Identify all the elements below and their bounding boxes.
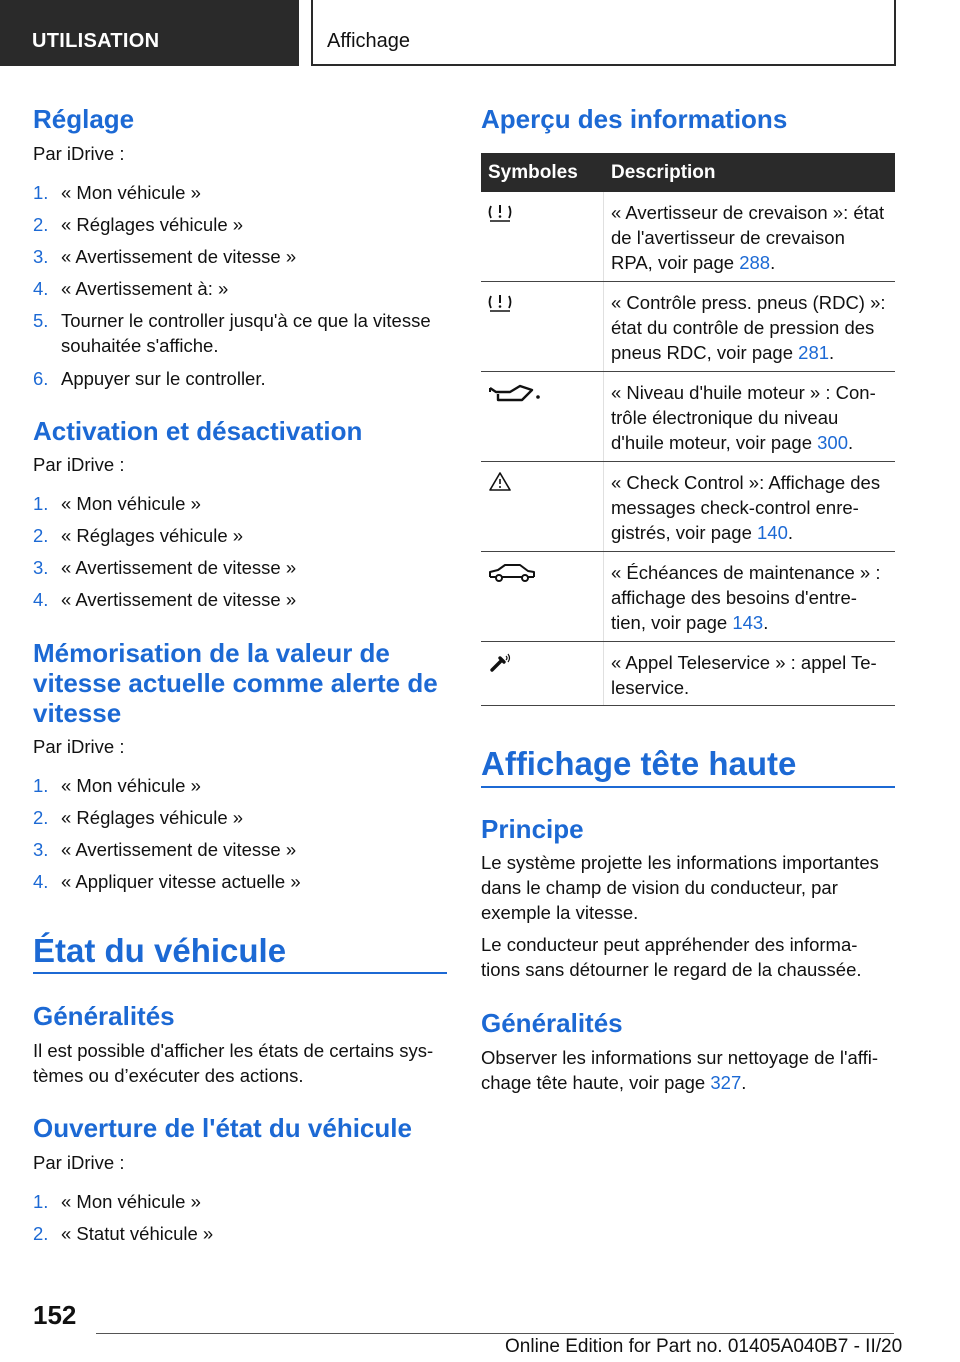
table-row: « Contrôle press. pneus (RDC) »: état du contrôle de pression des pneus RDC, voir page 281. bbox=[611, 292, 886, 363]
generalites-line: tèmes ou d’exécuter des actions. bbox=[33, 1065, 304, 1086]
car-service-icon bbox=[488, 560, 548, 590]
footer-edition: Online Edition for Part no. 01405A040B7 - II/20 bbox=[505, 1336, 903, 1357]
column-header-symbols: Symboles bbox=[488, 162, 578, 183]
activation-intro: Par iDrive : bbox=[33, 454, 125, 475]
column-divider bbox=[603, 192, 604, 706]
page-link[interactable]: 300 bbox=[817, 432, 849, 453]
row-divider bbox=[481, 371, 895, 372]
principe-line: Le système projette les informations importantes bbox=[481, 852, 879, 873]
memorisation-intro: Par iDrive : bbox=[33, 736, 125, 757]
ouverture-intro: Par iDrive : bbox=[33, 1152, 125, 1173]
chapter-title: Affichage bbox=[327, 30, 411, 52]
table-row: « Check Control »: Affichage des messages check-control enre- gistrés, voir page 140. bbox=[611, 472, 881, 543]
principe-line: dans le champ de vision du conducteur, par bbox=[481, 877, 838, 898]
table-row: « Échéances de maintenance » : affichage des besoins d'entre- tien, voir page 143. bbox=[611, 562, 881, 633]
footer-rule bbox=[96, 1333, 894, 1334]
page-link[interactable]: 281 bbox=[798, 342, 830, 363]
chapter-tab bbox=[311, 0, 896, 66]
heading-principe: Principe bbox=[481, 814, 584, 844]
row-divider bbox=[481, 281, 895, 282]
warning-triangle-icon bbox=[488, 470, 548, 500]
principe-line: tions sans détourner le regard de la chaussée. bbox=[481, 959, 862, 980]
table-row: « Avertisseur de crevaison »: état de l'avertisseur de crevaison RPA, voir page 288. bbox=[611, 202, 885, 273]
engine-oil-icon bbox=[488, 382, 548, 412]
heading-memorisation-3: vitesse bbox=[33, 698, 122, 728]
row-divider bbox=[481, 705, 895, 706]
heading-rule bbox=[33, 972, 447, 974]
generalites-hud-line: chage tête haute, voir page 327. bbox=[481, 1072, 747, 1093]
reglage-intro: Par iDrive : bbox=[33, 143, 125, 164]
heading-reglage: Réglage bbox=[33, 104, 135, 134]
heading-ouverture: Ouverture de l'état du véhicule bbox=[33, 1113, 412, 1143]
heading-memorisation-2: vitesse actuelle comme alerte de bbox=[33, 668, 438, 698]
heading-affichage-tete-haute: Affichage tête haute bbox=[481, 745, 797, 782]
heading-generalites: Généralités bbox=[33, 1001, 175, 1031]
table-header bbox=[481, 153, 895, 192]
teleservice-wrench-icon bbox=[488, 650, 548, 680]
heading-rule bbox=[481, 786, 895, 788]
generalites-line: Il est possible d'afficher les états de certains sys- bbox=[33, 1040, 434, 1061]
heading-etat-vehicule: État du véhicule bbox=[33, 932, 287, 969]
tire-puncture-warning-icon bbox=[488, 200, 548, 230]
heading-activation: Activation et désactivation bbox=[33, 416, 363, 446]
page-link[interactable]: 288 bbox=[739, 252, 771, 273]
principe-line: Le conducteur peut appréhender des informa- bbox=[481, 934, 858, 955]
principe-line: exemple la vitesse. bbox=[481, 902, 639, 923]
section-title: UTILISATION bbox=[32, 30, 160, 52]
page-link[interactable]: 140 bbox=[757, 522, 788, 543]
generalites-hud-line: Observer les informations sur nettoyage de l'affi- bbox=[481, 1047, 879, 1068]
column-header-description: Description bbox=[611, 162, 716, 183]
row-divider bbox=[481, 641, 895, 642]
row-divider bbox=[481, 551, 895, 552]
heading-apercu: Aperçu des informations bbox=[481, 104, 788, 134]
tire-pressure-monitor-icon bbox=[488, 290, 548, 320]
row-divider bbox=[481, 461, 895, 462]
page-number: 152 bbox=[33, 1300, 77, 1330]
section-tab bbox=[0, 0, 299, 66]
table-row: « Niveau d'huile moteur » : Con- trôle électronique du niveau d'huile moteur, voir page 300. bbox=[611, 382, 876, 453]
page-link[interactable]: 143 bbox=[732, 612, 764, 633]
page-link[interactable]: 327 bbox=[710, 1072, 742, 1093]
heading-generalites-hud: Généralités bbox=[481, 1008, 623, 1038]
heading-memorisation-1: Mémorisation de la valeur de bbox=[33, 638, 390, 668]
table-row: « Appel Teleservice » : appel Te- leservice. bbox=[611, 652, 877, 698]
